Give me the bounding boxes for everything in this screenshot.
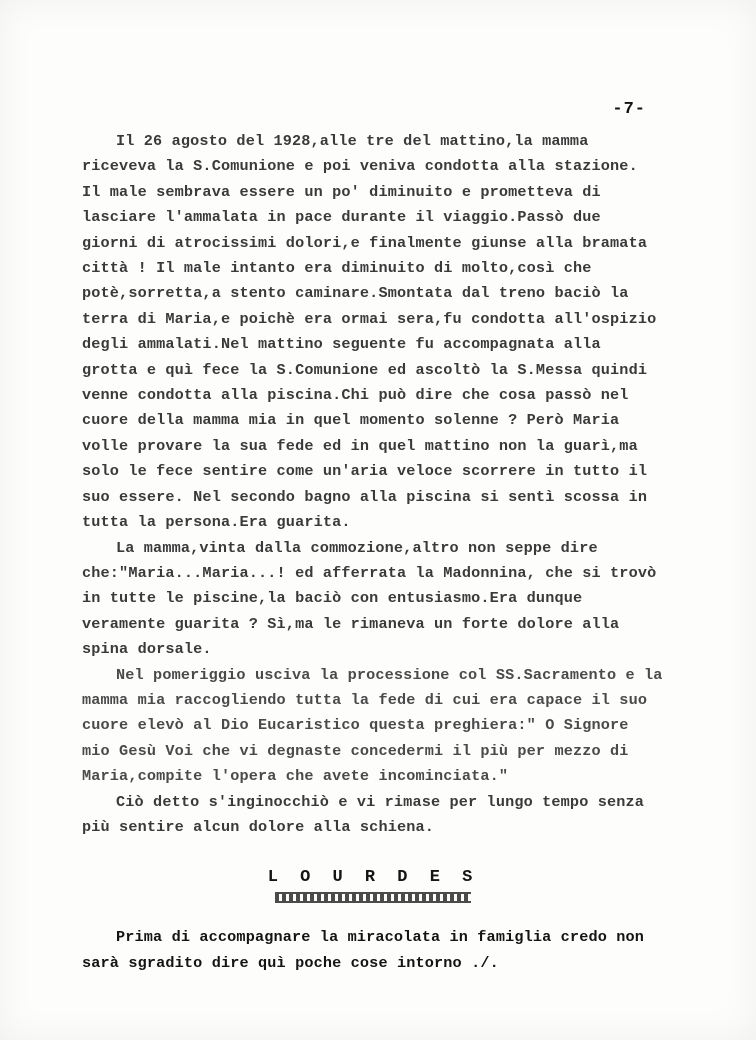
heading-underline-rule [275,892,471,903]
body-text [40,129,716,976]
paragraph-3: Nel pomeriggio usciva la processione col SS.Sacramento e la mamma mia raccogliendo tutta la fede di cui era capace il suo cuore elevò al Dio Eucaristico questa preghiera:" O Signore mio Gesù Voi che vi degnaste concedermi il più per mezzo di Maria,compite l'opera che avete incominciata." [82,665,672,786]
closing-paragraph: Prima di accompagnare la miracolata in famiglia credo non sarà sgradito dire quì poche cose intorno ./. [82,928,654,972]
section-heading-title: L O U R D E S [267,868,479,888]
page-number: -7- [612,100,646,119]
typed-sheet [40,100,716,976]
section-heading [82,868,664,903]
closing-block [82,925,664,976]
paragraph-1: Il 26 agosto del 1928,alle tre del mattino,la mamma riceveva la S.Comunione e poi veniva condotta alla stazione. Il male sembrava essere un po' diminuito e prometteva di lasciare l'ammalata in pace durante il viaggio.Passò due giorni di atrocissimi dolori,e finalmente giunse alla bramata città ! Il male intanto era diminuito di molto,così che potè,sorretta,a stento caminare.Smontata dal treno baciò la terra di Maria,e poichè era ormai sera,fu condotta all'ospizio degli ammalati.Nel mattino seguente fu accompagnata alla grotta e quì fece la S.Comunione ed ascoltò la S.Messa quindi venne condotta alla piscina.Chi può dire che cosa passò nel cuore della mamma mia in quel momento solenne ? Però Maria volle provare la sua fede ed in quel mattino non la guarì,ma solo le fece sentire come un'aria veloce scorrere in tutto il suo essere. Nel secondo bagno alla piscina si sentì scossa in tutta la persona.Era guarita. [82,132,666,532]
paragraph-2: La mamma,vinta dalla commozione,altro non seppe dire che:"Maria...Maria...! ed afferrata la Madonnina, che si trovò in tutte le piscine,la baciò con entusiasmo.Era dunque veramente guarita ? Sì,ma le rimaneva un forte dolore alla spina dorsale. [82,538,666,659]
paragraph-4: Ciò detto s'inginocchiò e vi rimase per lungo tempo senza più sentire alcun dolore alla schiena. [82,792,654,836]
